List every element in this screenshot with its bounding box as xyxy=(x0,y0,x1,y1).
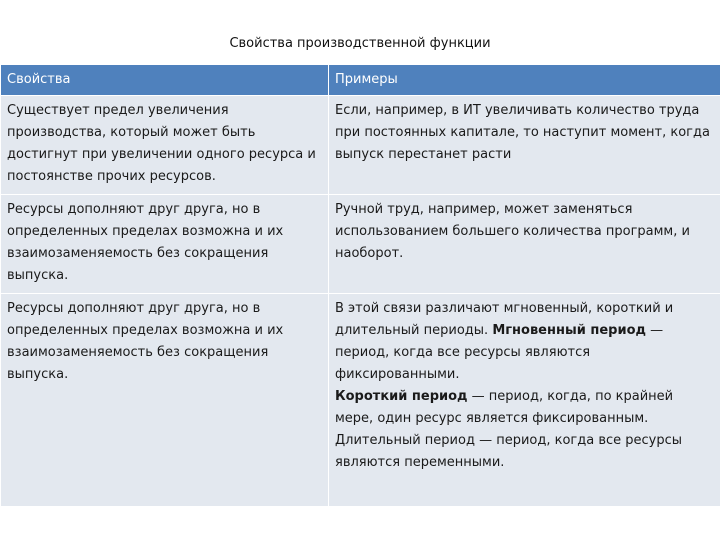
property-cell: Ресурсы дополняют друг друга, но в определенных пределах возможна и их взаимозаменяемость без сокращения выпуска. xyxy=(1,195,329,294)
table-row xyxy=(1,96,720,195)
example-cell: Ручной труд, например, может заменяться использованием большего количества программ, и наоборот. xyxy=(329,195,720,294)
property-cell: Существует предел увеличения производства, который может быть достигнут при увеличении одного ресурса и постоянстве прочих ресурсов. xyxy=(1,96,329,195)
properties-table xyxy=(0,64,720,507)
property-cell: Ресурсы дополняют друг друга, но в определенных пределах возможна и их взаимозаменяемость без сокращения выпуска. xyxy=(1,294,329,507)
slide-title: Свойства производственной функции xyxy=(229,36,491,51)
example-cell xyxy=(329,294,720,507)
short-period-term: Короткий период xyxy=(335,389,468,404)
header-properties: Свойства xyxy=(1,65,329,96)
instant-period-term: Мгновенный период xyxy=(492,323,646,338)
header-examples: Примеры xyxy=(329,65,720,96)
periods-intro: В этой связи различают мгновенный, короткий и длительный периоды. xyxy=(335,301,674,338)
short-period-text: — период, когда, по крайней мере, один ресурс является фиксированным. xyxy=(335,389,674,426)
table-header-row xyxy=(1,65,720,96)
long-period-text: Длительный период — период, когда все ресурсы являются переменными. xyxy=(335,433,683,470)
table-row xyxy=(1,195,720,294)
table-row xyxy=(1,294,720,507)
example-cell: Если, например, в ИТ увеличивать количество труда при постоянных капитале, то наступит момент, когда выпуск перестанет расти xyxy=(329,96,720,195)
instant-period-text: — период, когда все ресурсы являются фиксированными. xyxy=(335,323,664,382)
